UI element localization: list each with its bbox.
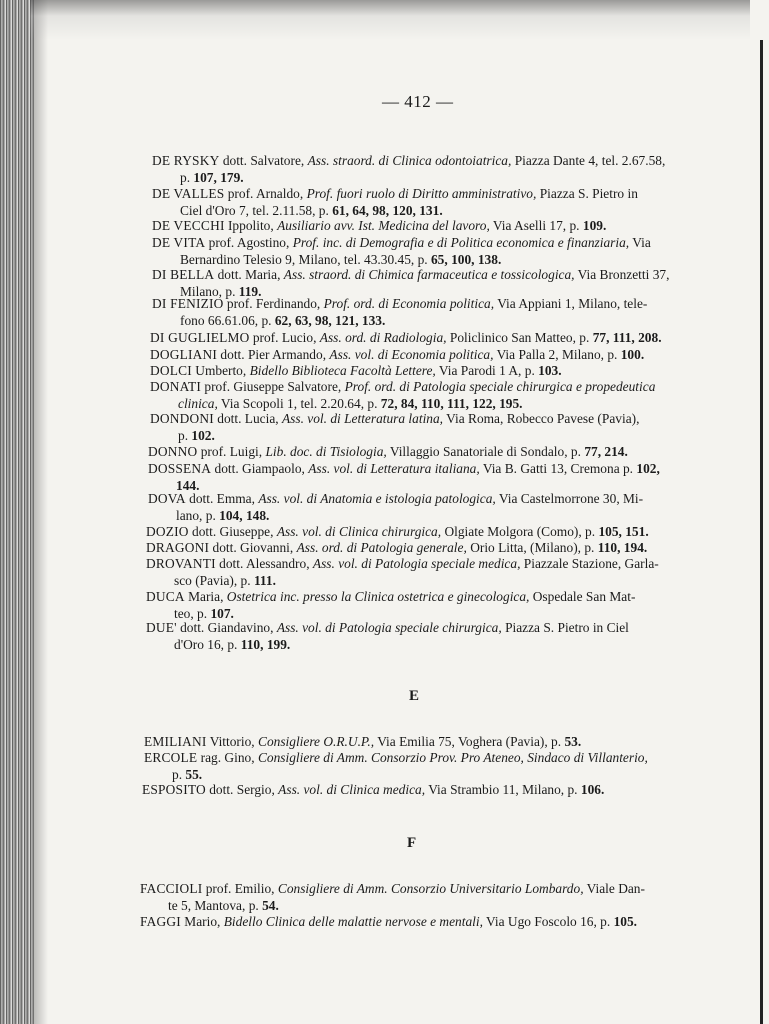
scan-top-shadow <box>30 0 750 40</box>
entry-emiliani: EMILIANI Vittorio, Consigliere O.R.U.P., Via Emilia 75, Voghera (Pavia), p. 53. <box>144 734 582 749</box>
entry-di-fenizio: DI FENIZIO prof. Ferdinando, Prof. ord. di Economia politica, Via Appiani 1, Milano, tele- fono 66.61.06, p. 62, 63, 98, 121, 133. <box>152 296 648 328</box>
entry-dogliani: DOGLIANI dott. Pier Armando, Ass. vol. di Economia politica, Via Palla 2, Milano, p. 100. <box>150 347 645 362</box>
book-binding-edge <box>0 0 34 1024</box>
entry-dolci: DOLCI Umberto, Bidello Biblioteca Facoltà Lettere, Via Parodi 1 A, p. 103. <box>150 363 562 378</box>
entry-dova: DOVA dott. Emma, Ass. vol. di Anatomia e istologia patologica, Via Castelmorrone 30, Mi- lano, p. 104, 148. <box>148 491 644 523</box>
entry-due: DUE' dott. Giandavino, Ass. vol. di Patologia speciale chirurgica, Piazza S. Pietro in Ciel d'Oro 16, p. 110, 199. <box>146 620 629 652</box>
entry-faccioli: FACCIOLI prof. Emilio, Consigliere di Amm. Consorzio Universitario Lombardo, Viale Dan- te 5, Mantova, p. 54. <box>140 881 645 913</box>
entry-donno: DONNO prof. Luigi, Lib. doc. di Tisiologia, Villaggio Sanatoriale di Sondalo, p. 77, 214. <box>148 444 628 459</box>
entry-dragoni: DRAGONI dott. Giovanni, Ass. ord. di Patologia generale, Orio Litta, (Milano), p. 110, 194. <box>146 540 648 555</box>
entry-de-vecchi: DE VECCHI Ippolito, Ausiliario avv. Ist. Medicina del lavoro, Via Aselli 17, p. 109. <box>152 218 607 233</box>
binding-shadow <box>34 0 48 1024</box>
entry-esposito: ESPOSITO dott. Sergio, Ass. vol. di Clinica medica, Via Strambio 11, Milano, p. 106. <box>142 782 605 797</box>
entry-faggi: FAGGI Mario, Bidello Clinica delle malattie nervose e mentali, Via Ugo Foscolo 16, p. 105. <box>140 914 638 929</box>
entry-dossena: DOSSENA dott. Giampaolo, Ass. vol. di Letteratura italiana, Via B. Gatti 13, Cremona p. 102, 144. <box>148 461 660 493</box>
section-letter-f: F <box>407 835 417 851</box>
entry-di-bella: DI BELLA dott. Maria, Ass. straord. di Chimica farmaceutica e tossicologica, Via Bronzetti 37, Milano, p. 119. <box>152 267 670 299</box>
entry-drovanti: DROVANTI dott. Alessandro, Ass. vol. di Patologia speciale medica, Piazzale Stazione, Garla- sco (Pavia), p. 111. <box>146 556 659 588</box>
entry-de-valles: DE VALLES prof. Arnaldo, Prof. fuori ruolo di Diritto amministrativo, Piazza S. Pietro in Ciel d'Oro 7, tel. 2.11.58, p. 61, 64, 98, 120, 131. <box>152 186 638 218</box>
entry-de-rysky: DE RYSKY dott. Salvatore, Ass. straord. di Clinica odontoiatrica, Piazza Dante 4, tel. 2.67.58, p. 107, 179. <box>152 153 666 185</box>
entry-dozio: DOZIO dott. Giuseppe, Ass. vol. di Clinica chirurgica, Olgiate Molgora (Como), p. 105, 151. <box>146 524 649 539</box>
entry-ercole: ERCOLE rag. Gino, Consigliere di Amm. Consorzio Prov. Pro Ateneo, Sindaco di Villanterio, p. 55. <box>144 750 648 782</box>
entry-donati: DONATI prof. Giuseppe Salvatore, Prof. ord. di Patologia speciale chirurgica e propedeutica clinica, Via Scopoli 1, tel. 2.20.64, p. 72, 84, 110, 111, 122, 195. <box>150 379 656 411</box>
entry-duca: DUCA Maria, Ostetrica inc. presso la Clinica ostetrica e ginecologica, Ospedale San Mat- teo, p. 107. <box>146 589 636 621</box>
page-right-edge <box>760 40 763 1024</box>
section-letter-e: E <box>409 688 420 704</box>
entry-de-vita: DE VITA prof. Agostino, Prof. inc. di Demografia e di Politica economica e finanziaria, Via Bernardino Telesio 9, Milano, tel. 43.30.45, p. 65, 100, 138. <box>152 235 651 267</box>
page-number: — 412 — <box>382 92 454 111</box>
entry-di-guglielmo: DI GUGLIELMO prof. Lucio, Ass. ord. di Radiologia, Policlinico San Matteo, p. 77, 111, 208. <box>150 330 662 345</box>
entry-dondoni: DONDONI dott. Lucia, Ass. vol. di Letteratura latina, Via Roma, Robecco Pavese (Pavia), p. 102. <box>150 411 640 443</box>
